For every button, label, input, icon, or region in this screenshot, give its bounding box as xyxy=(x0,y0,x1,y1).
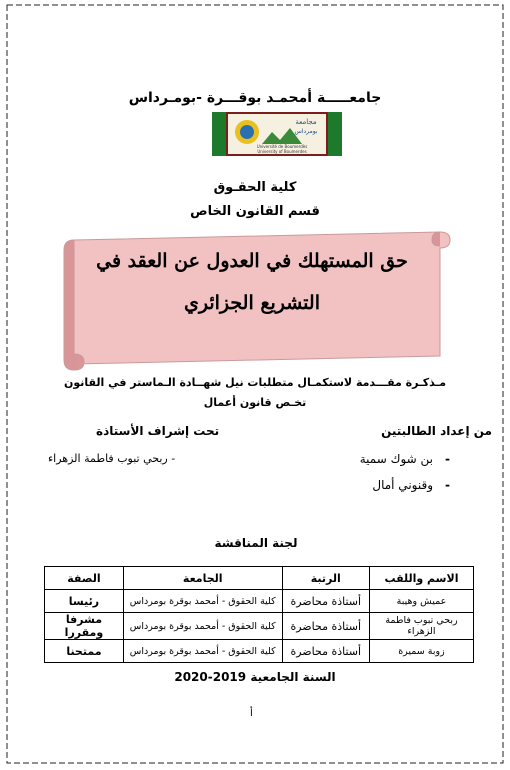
jury-member-role: مشرفا ومقررا xyxy=(45,613,124,640)
supervisor-name: - ربحي تبوب فاطمة الزهراء xyxy=(48,452,176,465)
col-header-rank: الرتبة xyxy=(282,567,369,590)
jury-member-role: رئيسا xyxy=(45,590,124,613)
jury-table xyxy=(44,566,474,663)
faculty-name: كلية الحقـوق xyxy=(213,180,297,195)
jury-member-university: كلية الحقوق - أمحمد بوقرة بومرداس xyxy=(123,613,282,640)
col-header-university: الجامعة xyxy=(123,567,282,590)
academic-year: السنة الجامعية 2019-2020 xyxy=(174,670,336,684)
jury-table-header xyxy=(45,567,474,590)
jury-member-rank: أستاذة محاضرة xyxy=(282,590,369,613)
logo-text-ar-1: مجامعة xyxy=(295,118,317,126)
bullet-dash: - xyxy=(445,452,450,466)
jury-member-rank: أستاذة محاضرة xyxy=(282,613,369,640)
memo-description-line-1: مـذكـرة مقـــدمة لاستكمـال متطلبات نيل شهــادة الـماستر في القانون xyxy=(63,376,447,389)
memo-description-line-2: تخـص قانون أعمال xyxy=(203,396,307,409)
jury-member-rank: أستاذة محاضرة xyxy=(282,640,369,663)
jury-member-university: كلية الحقوق - أمحمد بوقرة بومرداس xyxy=(123,590,282,613)
logo-text-en: University of Boumerdes xyxy=(257,149,307,154)
university-name: جامعـــــة أمحمـد بوقـــرة -بومـرداس xyxy=(128,90,382,106)
jury-heading: لجنة المناقشة xyxy=(214,536,298,550)
supervisor-heading: تحت إشراف الأستاذة xyxy=(96,424,220,438)
thesis-title-line-1: حق المستهلك في العدول عن العقد في xyxy=(96,250,408,272)
col-header-role: الصفة xyxy=(45,567,124,590)
jury-member-name: ربحي تبوب فاطمة الزهراء xyxy=(369,613,473,640)
bullet-dash: - xyxy=(445,478,450,492)
department-name: قسم القانون الخاص xyxy=(190,204,320,219)
student-name-2: -وقنوني أمال xyxy=(372,478,450,492)
university-logo xyxy=(212,110,342,158)
table-row xyxy=(45,640,474,663)
table-row xyxy=(45,590,474,613)
students-heading: من إعداد الطالبتين xyxy=(381,424,492,438)
logo-text-fr: Université de Boumerdès xyxy=(256,144,308,149)
thesis-title-line-2: التشريع الجزائري xyxy=(184,292,320,314)
jury-member-role: ممتحنا xyxy=(45,640,124,663)
jury-member-university: كلية الحقوق - أمحمد بوقرة بومرداس xyxy=(123,640,282,663)
jury-member-name: زوبة سميرة xyxy=(369,640,473,663)
logo-text-ar-2: بومرداس xyxy=(294,128,318,135)
student-name-1: -بن شوك سمية xyxy=(359,452,450,466)
page-number: أ xyxy=(250,708,253,719)
jury-member-name: عميش وهيبة xyxy=(369,590,473,613)
col-header-name: الاسم واللقب xyxy=(369,567,473,590)
table-row xyxy=(45,613,474,640)
